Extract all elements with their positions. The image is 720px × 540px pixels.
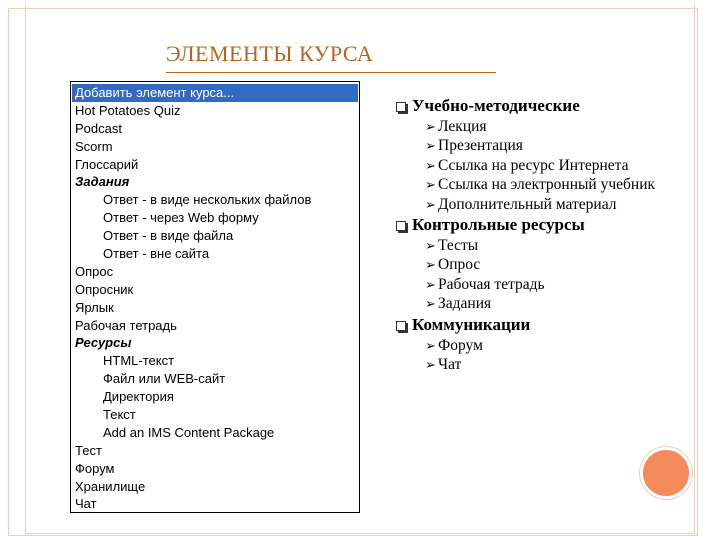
section-item-text: Форум [438, 336, 483, 354]
listbox-option[interactable]: HTML-текст [103, 353, 175, 369]
section-item [425, 156, 696, 175]
section-item-text: Тесты [438, 237, 479, 255]
listbox-option[interactable]: Файл или WEB-сайт [103, 371, 226, 387]
section-item [425, 175, 696, 194]
section-items [425, 336, 696, 375]
section-heading-text: Учебно-методические [412, 96, 580, 115]
arrow-bullet-icon: ➢ [425, 177, 436, 193]
listbox-option[interactable]: Ответ - вне сайта [103, 246, 210, 262]
listbox-group-label: Задания [75, 174, 130, 190]
square-bullet-icon [396, 221, 406, 231]
section-heading-text: Контрольные ресурсы [412, 215, 585, 235]
section-heading-text: Коммуникации [412, 314, 531, 334]
section-item [425, 117, 696, 136]
listbox-options [72, 84, 358, 511]
section-item-text: Опрос [438, 256, 481, 274]
section-item [425, 136, 696, 155]
listbox-option[interactable]: Add an IMS Content Package [103, 424, 275, 440]
listbox-option[interactable]: Ответ - в виде нескольких файлов [103, 192, 312, 208]
listbox-option[interactable]: Scorm [75, 138, 113, 154]
listbox-option[interactable]: Рабочая тетрадь [75, 317, 177, 333]
listbox-option[interactable]: Ответ - через Web форму [103, 210, 259, 226]
section-item-text: Презентация [438, 137, 523, 155]
decorative-circle [640, 447, 692, 499]
arrow-bullet-icon: ➢ [425, 357, 436, 373]
section-items [425, 236, 696, 314]
listbox-option[interactable]: Опрос [75, 263, 114, 279]
listbox-option[interactable]: Ответ - в виде файла [103, 228, 234, 244]
course-element-listbox[interactable] [70, 81, 360, 513]
arrow-bullet-icon: ➢ [425, 157, 436, 173]
listbox-option[interactable]: Чат [75, 496, 97, 512]
listbox-option[interactable]: Хранилище [75, 478, 146, 494]
listbox-option[interactable]: Podcast [75, 120, 122, 136]
listbox-group-label: Ресурсы [75, 335, 132, 351]
slide-title: ЭЛЕМЕНТЫ КУРСА [166, 41, 374, 66]
listbox-option[interactable]: Ярлык [75, 299, 114, 315]
section-item-text: Дополнительный материал [438, 195, 617, 213]
arrow-bullet-icon: ➢ [425, 337, 436, 353]
listbox-option[interactable]: Опросник [75, 281, 134, 297]
square-bullet-icon [396, 321, 406, 331]
arrow-bullet-icon: ➢ [425, 119, 436, 134]
listbox-option[interactable]: Hot Potatoes Quiz [75, 102, 181, 118]
section-item [425, 294, 696, 313]
square-bullet-icon [396, 102, 406, 112]
section-heading [396, 95, 696, 117]
listbox-option[interactable]: Текст [103, 407, 136, 423]
section-item [425, 336, 696, 355]
listbox-option[interactable]: Глоссарий [75, 156, 139, 172]
section-heading [396, 214, 696, 236]
section-heading [396, 314, 696, 336]
section-item-text: Чат [438, 356, 462, 374]
arrow-bullet-icon: ➢ [425, 138, 436, 154]
section-item [425, 236, 696, 255]
section-item-text: Рабочая тетрадь [438, 275, 545, 293]
section-item [425, 195, 696, 214]
section-item [425, 255, 696, 274]
section-item-text: Ссылка на электронный учебник [438, 176, 656, 194]
section-item-text: Задания [438, 295, 492, 313]
section-item-text: Лекция [438, 118, 487, 135]
listbox-option[interactable]: Директория [103, 389, 174, 405]
listbox-option[interactable]: Добавить элемент курса... [72, 84, 358, 102]
arrow-bullet-icon: ➢ [425, 296, 436, 312]
section-items [425, 117, 696, 214]
listbox-option[interactable]: Тест [75, 442, 102, 458]
section-item [425, 355, 696, 374]
arrow-bullet-icon: ➢ [425, 196, 436, 212]
title-underline [166, 72, 496, 73]
section-item-text: Ссылка на ресурс Интернета [438, 156, 629, 174]
resource-categories [396, 95, 696, 374]
arrow-bullet-icon: ➢ [425, 257, 436, 273]
section-item [425, 275, 696, 294]
arrow-bullet-icon: ➢ [425, 276, 436, 292]
arrow-bullet-icon: ➢ [425, 238, 436, 254]
listbox-option[interactable]: Форум [75, 460, 115, 476]
